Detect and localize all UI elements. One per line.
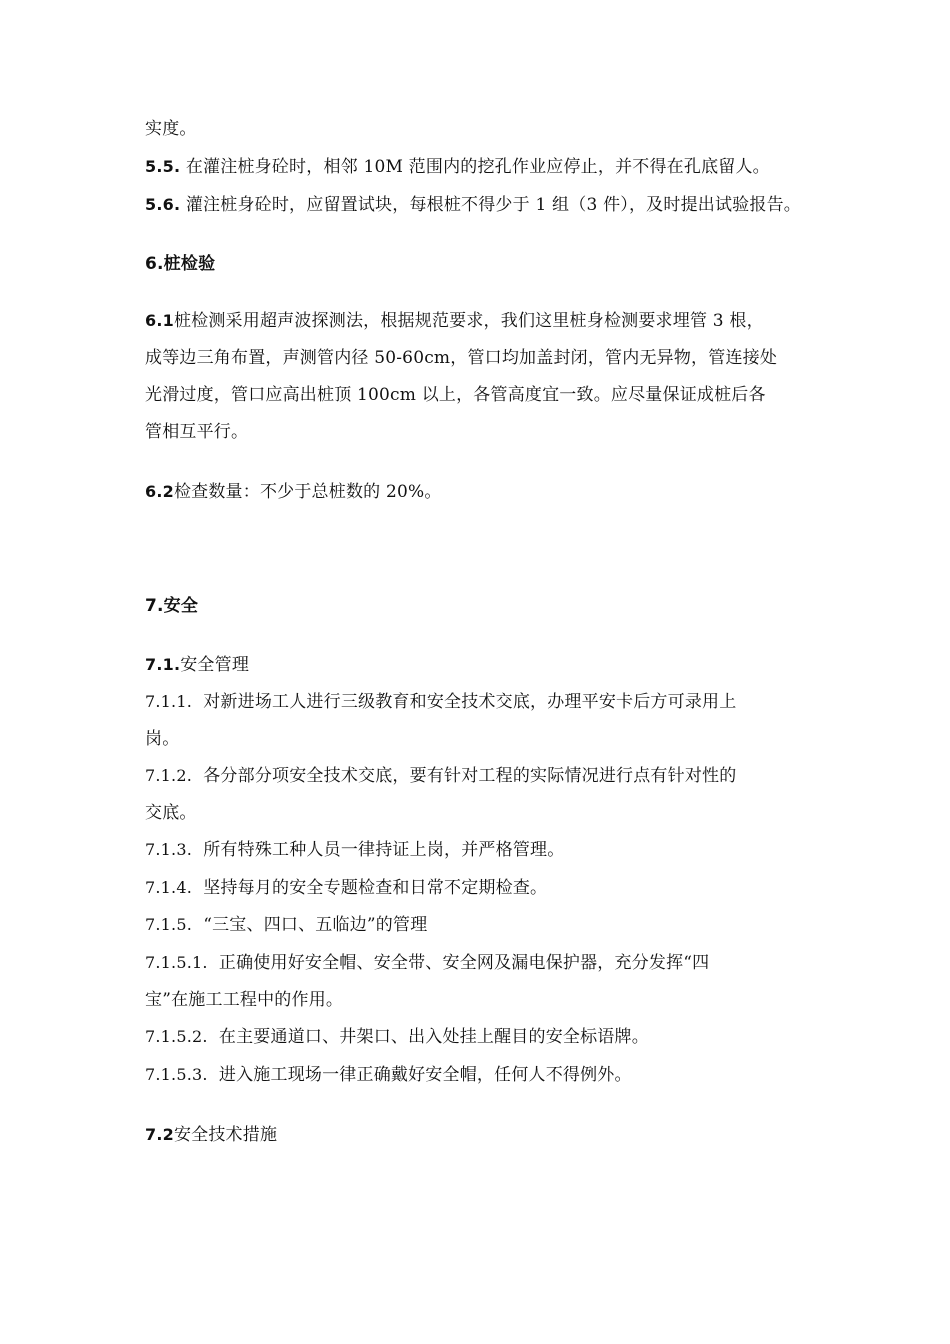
item-text: 坚持每月的安全专题检查和日常不定期检查。 [203, 878, 548, 898]
item-7-1-5-3 [145, 1063, 825, 1087]
item-6-1-line-3: 光滑过度，管口应高出桩顶 100cm 以上，各管高度宜一致。应尽量保证成桩后各 [145, 385, 766, 405]
item-text: 所有特殊工种人员一律持证上岗，并严格管理。 [203, 840, 565, 860]
item-5-6 [145, 193, 825, 217]
item-text: 进入施工现场一律正确戴好安全帽，任何人不得例外。 [218, 1065, 632, 1085]
paragraph-continuation [145, 117, 825, 141]
item-6-2 [145, 480, 825, 504]
item-text: 正确使用好安全帽、安全带、安全网及漏电保护器，充分发挥“四 [218, 953, 710, 973]
item-text: 对新进场工人进行三级教育和安全技术交底，办理平安卡后方可录用上 [203, 692, 737, 712]
item-number: 6.1 [145, 311, 174, 330]
item-6-1-line-1 [145, 309, 825, 333]
section-heading-7: 7.安全 [145, 596, 199, 616]
subsection-number: 7.2 [145, 1125, 174, 1144]
item-7-1-5-1-cont: 宝”在施工工程中的作用。 [145, 990, 344, 1010]
item-text: 各分部分项安全技术交底，要有针对工程的实际情况进行点有针对性的 [203, 766, 737, 786]
item-7-1-4 [145, 876, 825, 900]
item-number: 5.6. [145, 195, 181, 214]
item-6-1-line-2: 成等边三角布置，声测管内径 50-60cm，管口均加盖封闭，管内无异物，管连接处 [145, 348, 778, 368]
item-7-1-5-2 [145, 1025, 825, 1049]
item-7-1-1 [145, 690, 825, 714]
item-7-1-5-1 [145, 951, 825, 975]
item-number: 7.1.5. [145, 915, 192, 934]
item-number: 7.1.2. [145, 766, 192, 785]
section-heading-6: 6.桩检验 [145, 254, 216, 274]
item-number: 5.5. [145, 157, 181, 176]
item-number: 7.1.3. [145, 840, 192, 859]
item-text: 在主要通道口、井架口、出入处挂上醒目的安全标语牌。 [218, 1027, 649, 1047]
subsection-7-2 [145, 1123, 825, 1147]
item-7-1-2 [145, 764, 825, 788]
item-6-1-line-4: 管相互平行。 [145, 422, 249, 442]
item-text: 灌注桩身砼时，应留置试块，每根桩不得少于 1 组（3 件），及时提出试验报告。 [180, 195, 801, 215]
item-number: 7.1.5.1. [145, 953, 208, 972]
item-number: 7.1.5.3. [145, 1065, 208, 1084]
item-number: 7.1.4. [145, 878, 192, 897]
subsection-7-1 [145, 653, 825, 677]
item-7-1-3 [145, 838, 825, 862]
item-text: 桩检测采用超声波探测法，根据规范要求，我们这里桩身检测要求埋管 3 根， [173, 311, 764, 331]
item-number: 7.1.5.2. [145, 1027, 208, 1046]
item-number: 6.2 [145, 482, 174, 501]
subsection-number: 7.1. [145, 655, 181, 674]
continuation-text: 实度。 [145, 119, 197, 139]
item-number: 7.1.1. [145, 692, 192, 711]
subsection-title: 安全管理 [180, 655, 250, 675]
item-text: 检查数量：不少于总桩数的 20%。 [173, 482, 442, 502]
item-text: 在灌注桩身砼时，相邻 10M 范围内的挖孔作业应停止，并不得在孔底留人。 [180, 157, 770, 177]
item-5-5 [145, 155, 825, 179]
item-text: “三宝、四口、五临边”的管理 [203, 915, 428, 935]
item-7-1-1-cont: 岗。 [145, 729, 180, 749]
item-7-1-2-cont: 交底。 [145, 803, 197, 823]
subsection-title: 安全技术措施 [173, 1125, 278, 1145]
item-7-1-5 [145, 913, 825, 937]
